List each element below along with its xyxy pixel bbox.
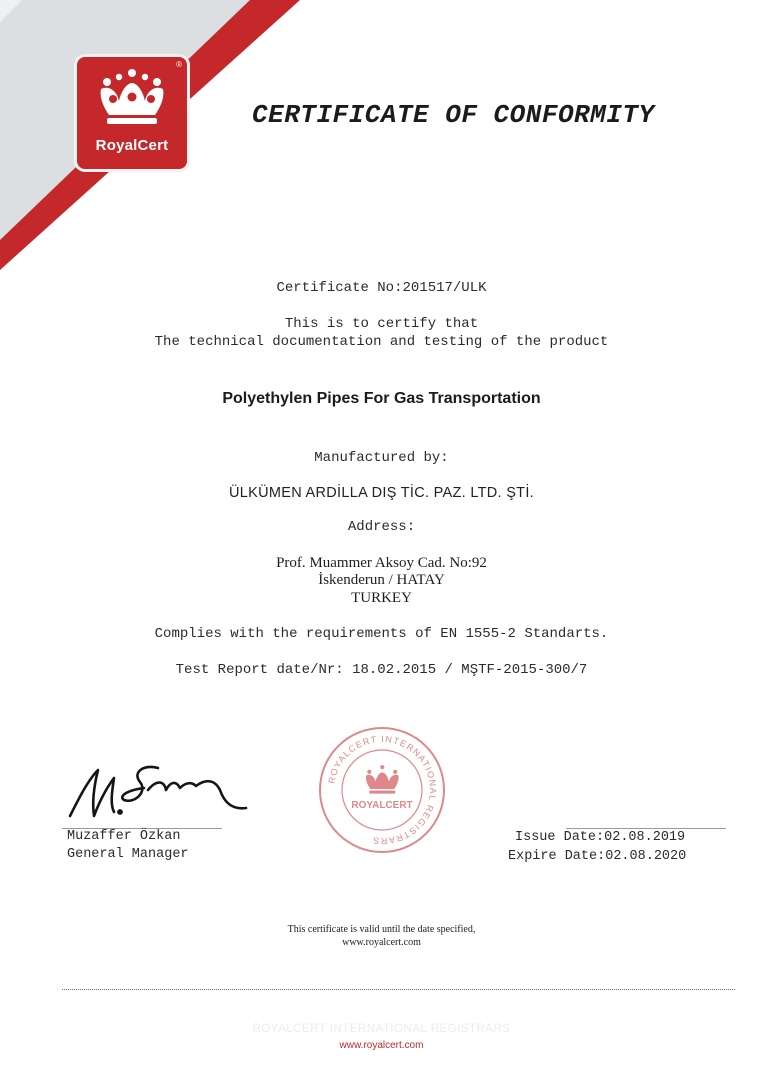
official-stamp — [316, 724, 448, 856]
manufacturer-name: ÜLKÜMEN ARDİLLA DIŞ TİC. PAZ. LTD. ŞTİ. — [229, 485, 534, 501]
stamp-center-text: ROYALCERT — [351, 800, 413, 811]
issue-date-label: Issue Date: — [515, 830, 605, 845]
certificate-number-label: Certificate No: — [276, 280, 403, 296]
certificate-number — [0, 280, 763, 296]
manufactured-by-label: Manufactured by: — [314, 450, 449, 466]
handwritten-signature — [62, 750, 252, 830]
address-line-1: Prof. Muammer Aksoy Cad. No:92 — [276, 555, 487, 571]
issue-date — [515, 830, 685, 845]
issue-date-value: 02.08.2019 — [604, 830, 686, 845]
intro-line-2: The technical documentation and testing of the product — [154, 334, 609, 350]
address-line-2: İskenderun / HATAY — [318, 572, 445, 588]
svg-text:ROYALCERT INTERNATIONAL REGIST — [326, 734, 438, 846]
test-report-line: Test Report date/Nr: 18.02.2015 / MŞTF-2015-300/7 — [175, 662, 588, 678]
address-line-3: TURKEY — [351, 590, 412, 606]
logo-wordmark: RoyalCert — [95, 137, 169, 154]
product-name: Polyethylen Pipes For Gas Transportation — [222, 390, 541, 407]
expire-date-label: Expire Date: — [508, 849, 606, 864]
certificate-number-value: 201517/ULK — [402, 280, 487, 296]
crown-icon — [93, 67, 171, 129]
expire-date — [508, 849, 686, 864]
validity-note: This certificate is valid until the date specified, — [287, 924, 476, 935]
date-line — [566, 828, 726, 829]
signatory-title: General Manager — [67, 847, 189, 862]
stamp-crown-icon — [366, 765, 399, 794]
registered-mark: ® — [176, 60, 182, 69]
footer-divider — [62, 989, 735, 990]
certificate-title: CERTIFICATE OF CONFORMITY — [252, 100, 655, 130]
royalcert-logo — [77, 57, 187, 169]
footer-organization: ROYALCERT INTERNATIONAL REGISTRARS — [252, 1023, 511, 1035]
intro-line-1: This is to certify that — [284, 316, 479, 332]
footer-website-link[interactable]: www.royalcert.com — [339, 1040, 424, 1051]
stamp-ring-text: ROYALCERT INTERNATIONAL REGISTRARS — [326, 733, 439, 847]
compliance-statement: Complies with the requirements of EN 1555-2 Standarts. — [154, 626, 609, 642]
expire-date-value: 02.08.2020 — [605, 849, 687, 864]
address-label: Address: — [347, 519, 416, 535]
signatory-name: Muzaffer Özkan — [67, 829, 181, 844]
website-small: www.royalcert.com — [342, 937, 421, 948]
